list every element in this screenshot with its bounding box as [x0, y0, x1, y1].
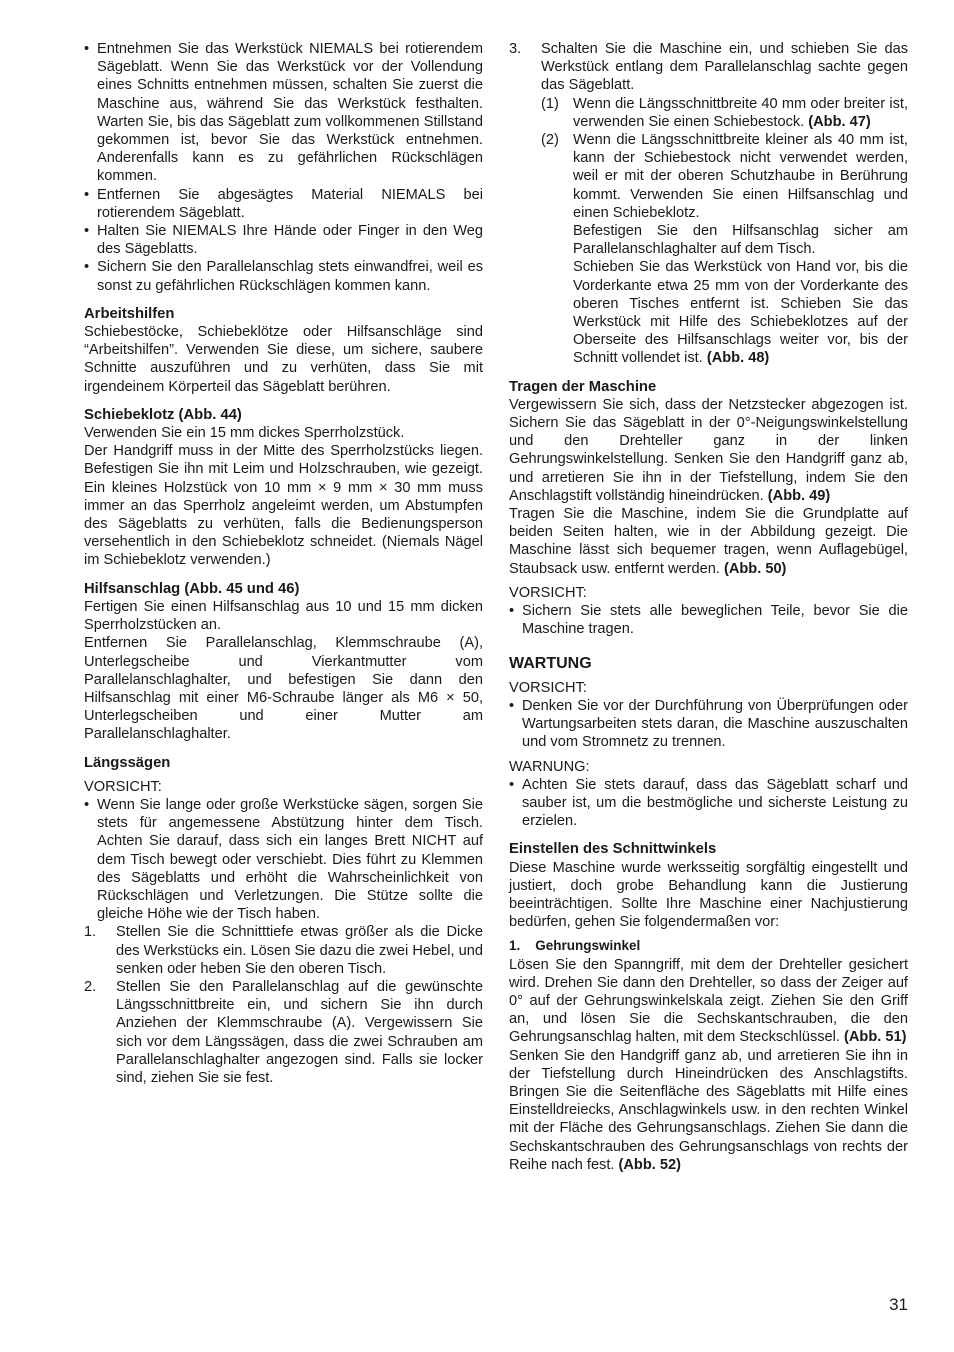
hilfsanschlag-text-2: Entfernen Sie Parallelanschlag, Klemmschraube (A), Unterlegscheibe und Vierkantmutter vom Parallelanschlaghalter, und befestigen Sie dann den Hilfsanschlag mit einer M6-Schraube länger als M6 × 50, Unterlegscheiben und einer Mutter am Parallelanschlaghalter.	[84, 635, 483, 743]
bullet-marker: •	[84, 223, 90, 240]
arbeitshilfen-text: Schiebestöcke, Schiebeklötze oder Hilfsanschläge sind “Arbeitshilfen”. Verwenden Sie diese, um sichere, saubere Schnitte auszuführen und zu verhüten, dass Sie mit irgendeinem Körperteil das Sägeblatt berühren.	[84, 324, 483, 395]
schiebeklotz-heading: Schiebeklotz (Abb. 44)	[84, 406, 242, 423]
step-1: 1. Stellen Sie die Schnitttiefe etwas größer als die Dicke des Werkstücks ein. Lösen Sie dazu die zwei Hebel, und senken oder heben Sie den oberen Tisch.	[84, 924, 483, 977]
bullet-marker: •	[84, 259, 90, 276]
page-number: 31	[889, 1295, 908, 1314]
gehrung-text-2: Senken Sie den Handgriff ganz ab, und arretieren Sie ihn in der Tiefstellung durch Hineindrücken des Anschlagstifts. Bringen Sie die Seitenfläche des Sägeblatts mit Hilfe eines Einstelldreiecks, Anschlagwinkels usw. in den rechten Winkel mit der Fläche des Gehrungsanschlags. Ziehen Sie dann die Sechskantschrauben des Gehrungsanschlags von rechts der Reihe nach fest. (Abb. 52)	[509, 1047, 908, 1173]
substep-1: (1) Wenn die Längsschnittbreite 40 mm oder breiter ist, verwenden Sie einen Schiebestock. (Abb. 47)	[541, 95, 908, 130]
left-column	[84, 40, 483, 1087]
right-column	[509, 40, 908, 1174]
wartung-bullet: • Denken Sie vor der Durchführung von Überprüfungen oder Wartungsarbeiten stets daran, die Maschine auszuschalten und vom Stromnetz zu trennen.	[509, 697, 908, 751]
bullet-marker: •	[84, 41, 90, 57]
laengssaegen-heading: Längssägen	[84, 754, 171, 771]
figure-ref: (Abb. 52)	[618, 1156, 681, 1173]
safety-bullet-1: • Entnehmen Sie das Werkstück NIEMALS bei rotierendem Sägeblatt. Wenn Sie das Werkstück vor der Vollendung eines Schnitts entnehmen müssen, schalten Sie zuerst die Maschine aus, während Sie das Werkstück festhalten. Warten Sie, bis das Sägeblatt zum vollkommenen Stillstand gekommen ist, bevor Sie das Werkstück entnehmen. Anderenfalls kann es zu gefährlichen Rückschlägen kommen.	[84, 41, 483, 185]
schiebeklotz-text-1: Verwenden Sie ein 15 mm dickes Sperrholzstück.	[84, 425, 405, 442]
hilfsanschlag-text-1: Fertigen Sie einen Hilfsanschlag aus 10 und 15 mm dicken Sperrholzstücken an.	[84, 598, 483, 634]
figure-ref: (Abb. 48)	[706, 350, 770, 367]
bullet-marker: •	[509, 603, 515, 620]
bullet-marker: •	[84, 186, 90, 203]
step-number: 2.	[84, 978, 97, 995]
step-number: 1.	[84, 924, 97, 941]
vorsicht-label-2: VORSICHT:	[509, 679, 587, 696]
bullet-marker: •	[84, 796, 90, 813]
wartung-heading: WARTUNG	[509, 654, 592, 672]
figure-ref: (Abb. 50)	[723, 560, 787, 577]
arbeitshilfen-heading: Arbeitshilfen	[84, 305, 175, 322]
einstellen-text: Diese Maschine wurde werksseitig sorgfältig eingestellt und justiert, doch grobe Behandlung kann die Justierung beeinträchtigen. Sollte Ihre Maschine einer Nachjustierung bedürfen, gehen Sie folgendermaßen vor:	[509, 859, 908, 931]
schiebeklotz-text-2: Der Handgriff muss in der Mitte des Sperrholzstücks liegen. Befestigen Sie ihn mit Leim und Holzschrauben, wie gezeigt. Ein kleines Holzstück von 10 mm × 9 mm × 30 mm muss immer an das Sperrholz angeleimt werden, um Abstumpfen des Sägeblatts zu verhüten, falls die Bedienungsperson versehentlich in den Schiebeklotz schneidet. (Niemals Nägel im Schiebeklotz verwenden.)	[84, 443, 483, 569]
hilfsanschlag-heading: Hilfsanschlag (Abb. 45 und 46)	[84, 580, 300, 597]
tragen-bullet: • Sichern Sie stets alle beweglichen Teile, bevor Sie die Maschine tragen.	[509, 603, 908, 638]
tragen-text-1: Vergewissern Sie sich, dass der Netzstecker abgezogen ist. Sichern Sie das Sägeblatt in der 0°-Neigungswinkelstellung und den Drehteller ganz in der linken Gehrungswinkelstellung. Senken Sie den Handgriff ganz ab, und arretieren Sie ihn in der Tiefstellung, indem Sie den Anschlagstift vollständig hineindrücken. (Abb. 49)	[509, 396, 908, 504]
figure-ref: (Abb. 49)	[767, 487, 831, 504]
gehrungswinkel-heading: 1. Gehrungswinkel	[509, 938, 641, 954]
tragen-text-2: Tragen Sie die Maschine, indem Sie die Grundplatte auf beiden Seiten halten, wie in der Abbildung gezeigt. Die Maschine lässt sich bequemer tragen, wenn Auflagebügel, Staubsack usw. entfernt werden. (Abb. 50)	[509, 506, 908, 577]
tragen-heading: Tragen der Maschine	[509, 378, 657, 395]
bullet-marker: •	[509, 697, 515, 714]
step-3: 3. Schalten Sie die Maschine ein, und schieben Sie das Werkstück entlang dem Parallelanschlag sachte gegen das Sägeblatt. (1) Wenn die Längsschnittbreite 40 mm oder breiter ist, verwenden Sie einen Schiebestock. (Abb. 47) (2) Wenn die Längsschnittbreite kleiner als 40 mm ist, kann der Schiebestock nicht verwendet werden, weil er mit der oberen Schutzhaube in Berührung kommt. Verwenden Sie einen Hilfsanschlag und einen Schiebeklotz. Befestigen Sie den Hilfsanschlag sicher am Parallelanschlaghalter auf dem Tisch. Schieben Sie das Werkstück von Hand vor, bis die Vorderkante etwa 25 mm von der Vorderkante des oberen Tisches entfernt ist. Schieben Sie das Werkstück mit Hilfe des Schiebeklotzes auf der Oberseite des Hilfsanschlags weiter vor, bis der Schnitt vollendet ist. (Abb. 48)	[509, 41, 908, 367]
vorsicht-label: VORSICHT:	[509, 584, 587, 601]
safety-bullet-4: • Sichern Sie den Parallelanschlag stets einwandfrei, weil es sonst zu gefährlichen Rückschlägen kommen kann.	[84, 259, 483, 294]
safety-bullet-3: • Halten Sie NIEMALS Ihre Hände oder Finger in den Weg des Sägeblatts.	[84, 223, 483, 258]
figure-ref: (Abb. 47)	[808, 113, 871, 130]
substep-2: (2) Wenn die Längsschnittbreite kleiner als 40 mm ist, kann der Schiebestock nicht verwendet werden, weil er mit der oberen Schutzhaube in Berührung kommt. Verwenden Sie einen Hilfsanschlag und einen Schiebeklotz. Befestigen Sie den Hilfsanschlag sicher am Parallelanschlaghalter auf dem Tisch. Schieben Sie das Werkstück von Hand vor, bis die Vorderkante etwa 25 mm von der Vorderkante des oberen Tisches entfernt ist. Schieben Sie das Werkstück mit Hilfe des Schiebeklotzes auf der Oberseite des Hilfsanschlags weiter vor, bis der Schnitt vollendet ist. (Abb. 48)	[541, 132, 908, 367]
substep-number: (1)	[541, 95, 559, 112]
warnung-bullet: • Achten Sie stets darauf, dass das Sägeblatt scharf und sauber ist, um die bestmögliche und sicherste Leistung zu erzielen.	[509, 776, 908, 830]
figure-ref: (Abb. 51)	[844, 1029, 907, 1046]
safety-bullet-2: • Entfernen Sie abgesägtes Material NIEMALS bei rotierendem Sägeblatt.	[84, 186, 483, 221]
step-2: 2. Stellen Sie den Parallelanschlag auf die gewünschte Längsschnittbreite ein, und sichern Sie ihn durch Anziehen der Klemmschraube (A). Vergewissern Sie sich vor dem Längssägen, dass die zwei Schrauben am Parallelanschlaghalter angezogen sind. Falls sie locker sind, ziehen Sie sie fest.	[84, 978, 483, 1086]
warnung-label: WARNUNG:	[509, 758, 590, 775]
vorsicht-label: VORSICHT:	[84, 778, 162, 795]
substep-number: (2)	[541, 132, 559, 149]
step-number: 3.	[509, 41, 522, 57]
laengs-bullet: • Wenn Sie lange oder große Werkstücke sägen, sorgen Sie stets für angemessene Abstützung hinter dem Tisch. Achten Sie darauf, dass sich ein langes Brett NICHT auf dem Tisch bewegt oder verschiebt. Dies führt zu Klemmen des Sägeblatts und erhöht die Wahrscheinlichkeit von Rückschlägen und Verletzungen. Die Stütze sollte die gleiche Höhe wie der Tisch haben.	[84, 796, 483, 923]
gehrung-text-1: Lösen Sie den Spanngriff, mit dem der Drehteller gesichert wird. Drehen Sie dann den Drehteller, so dass der Zeiger auf 0° auf der Gehrungswinkelskala zeigt. Ziehen Sie den Griff an, und lösen Sie die Sechskantschrauben, die den Gehrungsanschlag halten, mit dem Steckschlüssel. (Abb. 51)	[509, 956, 908, 1046]
bullet-marker: •	[509, 776, 515, 793]
einstellen-heading: Einstellen des Schnittwinkels	[509, 841, 717, 858]
